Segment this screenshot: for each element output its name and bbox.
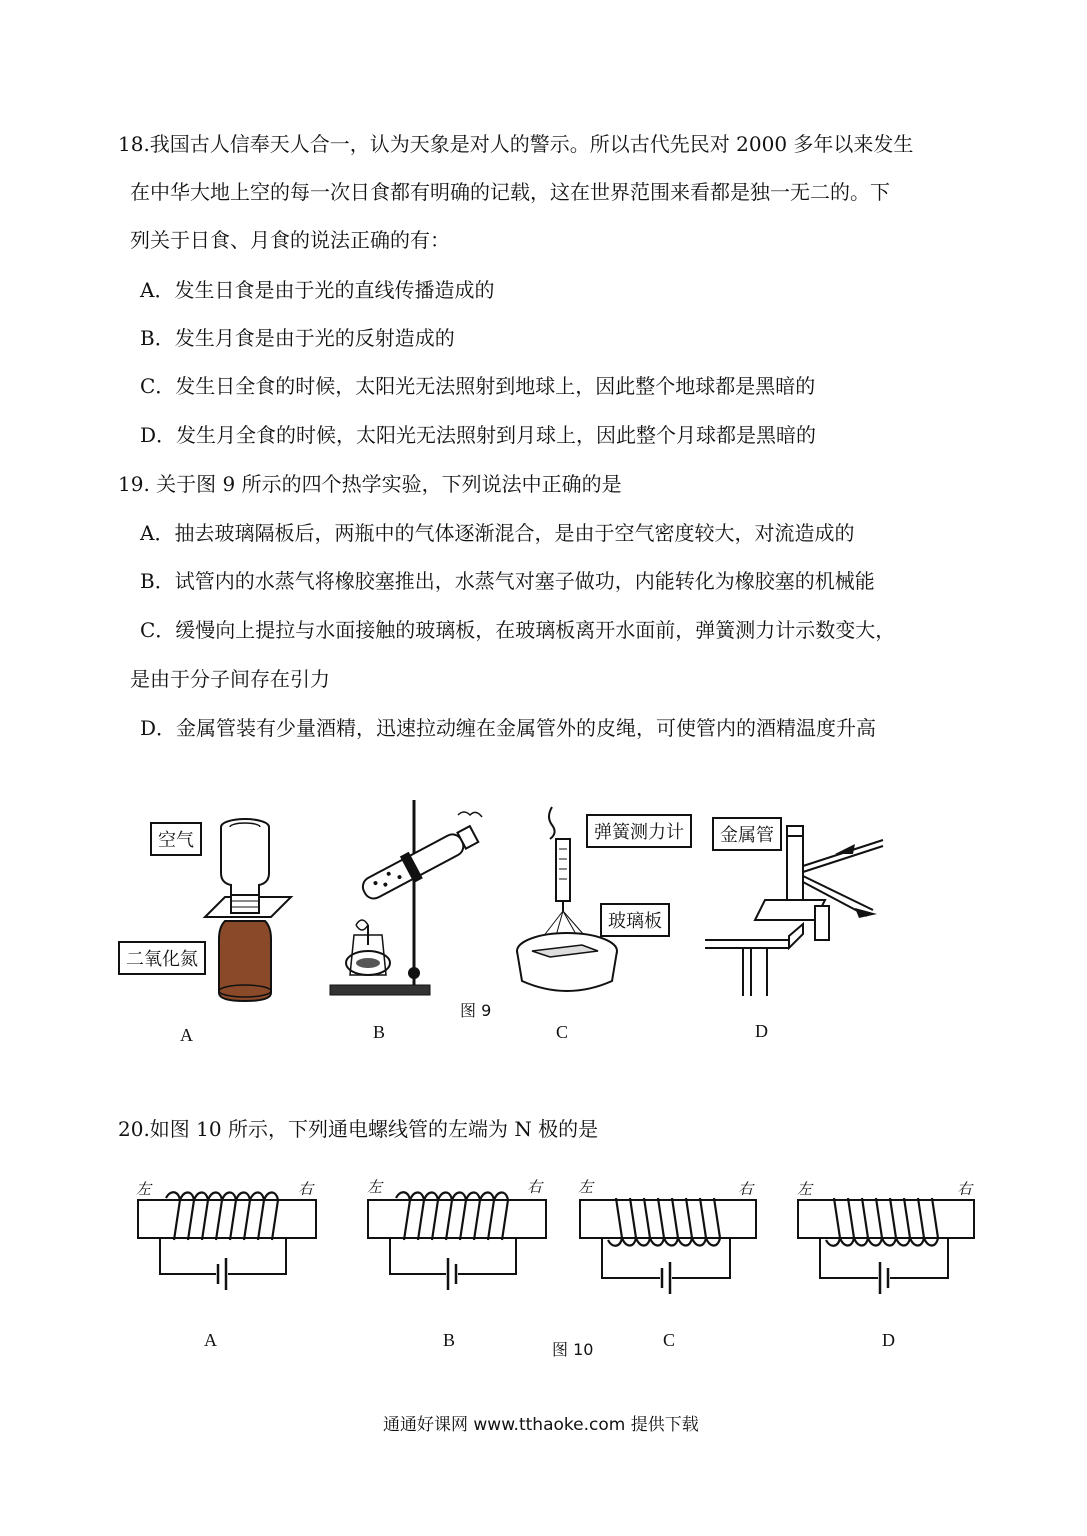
q19-option-d: D．金属管装有少量酒精，迅速拉动缠在金属管外的皮绳，可使管内的酒精温度升高: [140, 716, 877, 740]
q19-option-a: A．抽去玻璃隔板后，两瓶中的气体逐渐混合，是由于空气密度较大，对流造成的: [140, 521, 855, 545]
q19-stem: 19. 关于图 9 所示的四个热学实验，下列说法中正确的是: [118, 472, 622, 496]
q18-line2: 在中华大地上空的每一次日食都有明确的记载，这在世界范围来看都是独一无二的。下: [130, 180, 890, 204]
q20-stem: 20.如图 10 所示，下列通电螺线管的左端为 N 极的是: [118, 1117, 599, 1141]
fig10-caption: 图 10: [552, 1340, 594, 1359]
fig10-label-c: C: [663, 1330, 676, 1350]
fig9-test-tube-stand-illustration: [328, 795, 488, 1000]
q18-option-d: D．发生月全食的时候，太阳光无法照射到月球上，因此整个月球都是黑暗的: [140, 423, 817, 447]
q18-option-b: B．发生月食是由于光的反射造成的: [140, 326, 455, 350]
q19-option-c-line1: C．缓慢向上提拉与水面接触的玻璃板，在玻璃板离开水面前，弹簧测力计示数变大，: [140, 618, 896, 642]
fig9-label-a: A: [180, 1025, 193, 1045]
fig9-caption: 图 9: [460, 1001, 492, 1020]
fig10-solenoid-a: [138, 1192, 318, 1314]
fig9-label-c: C: [556, 1022, 569, 1042]
q18-option-c: C．发生日全食的时候，太阳光无法照射到地球上，因此整个地球都是黑暗的: [140, 374, 816, 398]
q19-option-b: B．试管内的水蒸气将橡胶塞推出，水蒸气对塞子做功，内能转化为橡胶塞的机械能: [140, 569, 875, 593]
fig9-gas-bottles-illustration: [195, 815, 305, 1010]
fig10-solenoid-b: [368, 1192, 548, 1314]
q18-line3: 列关于日食、月食的说法正确的有：: [130, 228, 450, 252]
fig9-label-b: B: [373, 1022, 386, 1042]
fig10-b-right-label: 右: [527, 1180, 543, 1196]
fig10-d-right-label: 右: [957, 1182, 973, 1198]
fig10-label-b: B: [443, 1330, 456, 1350]
fig10-b-left-label: 左: [367, 1180, 383, 1196]
fig9-callout-glass-plate: 玻璃板: [600, 903, 670, 937]
fig10-a-left-label: 左: [136, 1182, 152, 1198]
fig10-label-d: D: [882, 1330, 895, 1350]
fig10-a-right-label: 右: [298, 1182, 314, 1198]
fig9-callout-spring-scale: 弹簧测力计: [586, 814, 692, 848]
fig9-callout-air: 空气: [150, 822, 202, 856]
q18-line1: 18.我国古人信奉天人合一，认为天象是对人的警示。所以古代先民对 2000 多年以来发生: [118, 132, 914, 156]
fig10-label-a: A: [204, 1330, 217, 1350]
fig10-c-right-label: 右: [738, 1182, 754, 1198]
fig9-label-d: D: [755, 1021, 768, 1041]
fig10-solenoid-d: [798, 1192, 978, 1314]
q18-option-a: A．发生日食是由于光的直线传播造成的: [140, 278, 495, 302]
fig10-d-left-label: 左: [797, 1182, 813, 1198]
q19-option-c-line2: 是由于分子间存在引力: [130, 667, 330, 691]
fig10-c-left-label: 左: [578, 1180, 594, 1196]
fig9-callout-metal-tube: 金属管: [712, 817, 782, 851]
fig10-solenoid-c: [580, 1192, 760, 1314]
fig9-callout-no2: 二氧化氮: [118, 941, 206, 975]
page-footer-credit: 通通好课网 www.tthaoke.com 提供下载: [383, 1415, 699, 1435]
